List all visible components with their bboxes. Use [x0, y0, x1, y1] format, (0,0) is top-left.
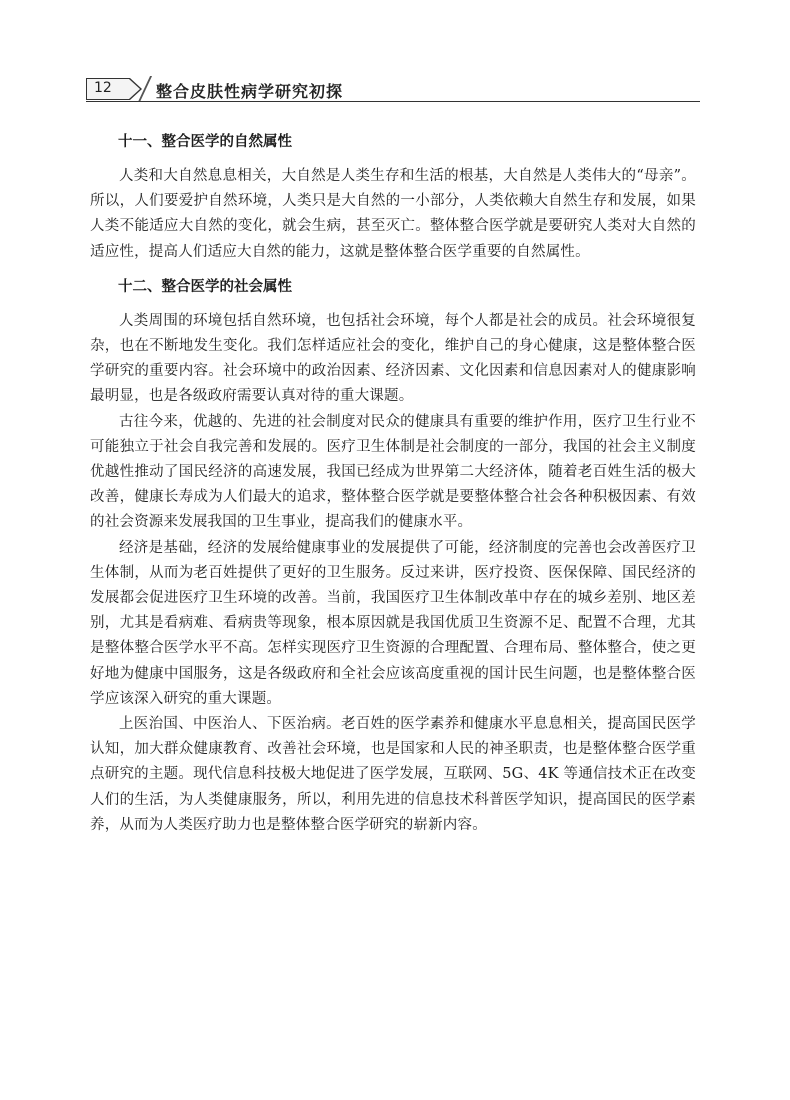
running-header — [86, 76, 700, 102]
page-tab-arrow-fill — [129, 79, 140, 99]
paragraph: 上医治国、中医治人、下医治病。老百姓的医学素养和健康水平息息相关，提高国民医学认知，加大群众健康教育、改善社会环境，也是国家和人民的神圣职责，也是整体整合医学重点研究的主题。现代信息科技极大地促进了医学发展，互联网、5G、4K 等通信技术正在改变人们的生活，为人类健康服务，所以，利用先进的信息技术科普医学知识，提高国民的医学素养，从而为人类医疗助力也是整体整合医学研究的崭新内容。 — [90, 716, 696, 833]
section-heading: 十一、整合医学的自然属性 — [118, 134, 292, 150]
page-body — [90, 120, 696, 844]
paragraph: 古往今来，优越的、先进的社会制度对民众的健康具有重要的维护作用，医疗卫生行业不可能独立于社会自我完善和发展的。医疗卫生体制是社会制度的一部分，我国的社会主义制度优越性推动了国民经济的高速发展，我国已经成为世界第二大经济体，随着老百姓生活的极大改善，健康长寿成为人们最大的追求，整体整合医学就是要整体整合社会各种积极因素、有效的社会资源来发展我国的卫生事业，提高我们的健康水平。 — [90, 413, 696, 531]
paragraph: 人类周围的环境包括自然环境，也包括社会环境，每个人都是社会的成员。社会环境很复杂，也在不断地发生变化。我们怎样适应社会的变化，维护自己的身心健康，这是整体整合医学研究的重要内容。社会环境中的政治因素、经济因素、文化因素和信息因素对人的健康影响最明显，也是各级政府需要认真对待的重大课题。 — [90, 312, 696, 405]
header-rule — [86, 101, 700, 102]
page-number: 12 — [94, 80, 112, 96]
book-title: 整合皮肤性病学研究初探 — [156, 82, 344, 101]
section-social-attribute — [90, 275, 696, 838]
paragraph: 经济是基础，经济的发展给健康事业的发展提供了可能，经济制度的完善也会改善医疗卫生体制，从而为老百姓提供了更好的卫生服务。反过来讲，医疗投资、医保保障、国民经济的发展都会促进医疗卫生环境的改善。当前，我国医疗卫生体制改革中存在的城乡差别、地区差别，尤其是看病难、看病贵等现象，根本原因就是我国优质卫生资源不足、配置不合理，尤其是整体整合医学水平不高。怎样实现医疗卫生资源的合理配置、合理布局、整体整合，使之更好地为健康中国服务，这是各级政府和全社会应该高度重视的国计民生问题，也是整体整合医学应该深入研究的重大课题。 — [90, 539, 696, 707]
paragraph: 人类和大自然息息相关，大自然是人类生存和生活的根基，大自然是人类伟大的“母亲”。所以，人们要爱护自然环境，人类只是大自然的一小部分，人类依赖大自然生存和发展，如果人类不能适应大自然的变化，就会生病，甚至灭亡。整体整合医学就是要研究人类对大自然的适应性，提高人们适应大自然的能力，这就是整体整合医学重要的自然属性。 — [90, 168, 696, 260]
section-heading: 十二、整合医学的社会属性 — [118, 278, 292, 295]
section-natural-attribute — [90, 130, 696, 265]
